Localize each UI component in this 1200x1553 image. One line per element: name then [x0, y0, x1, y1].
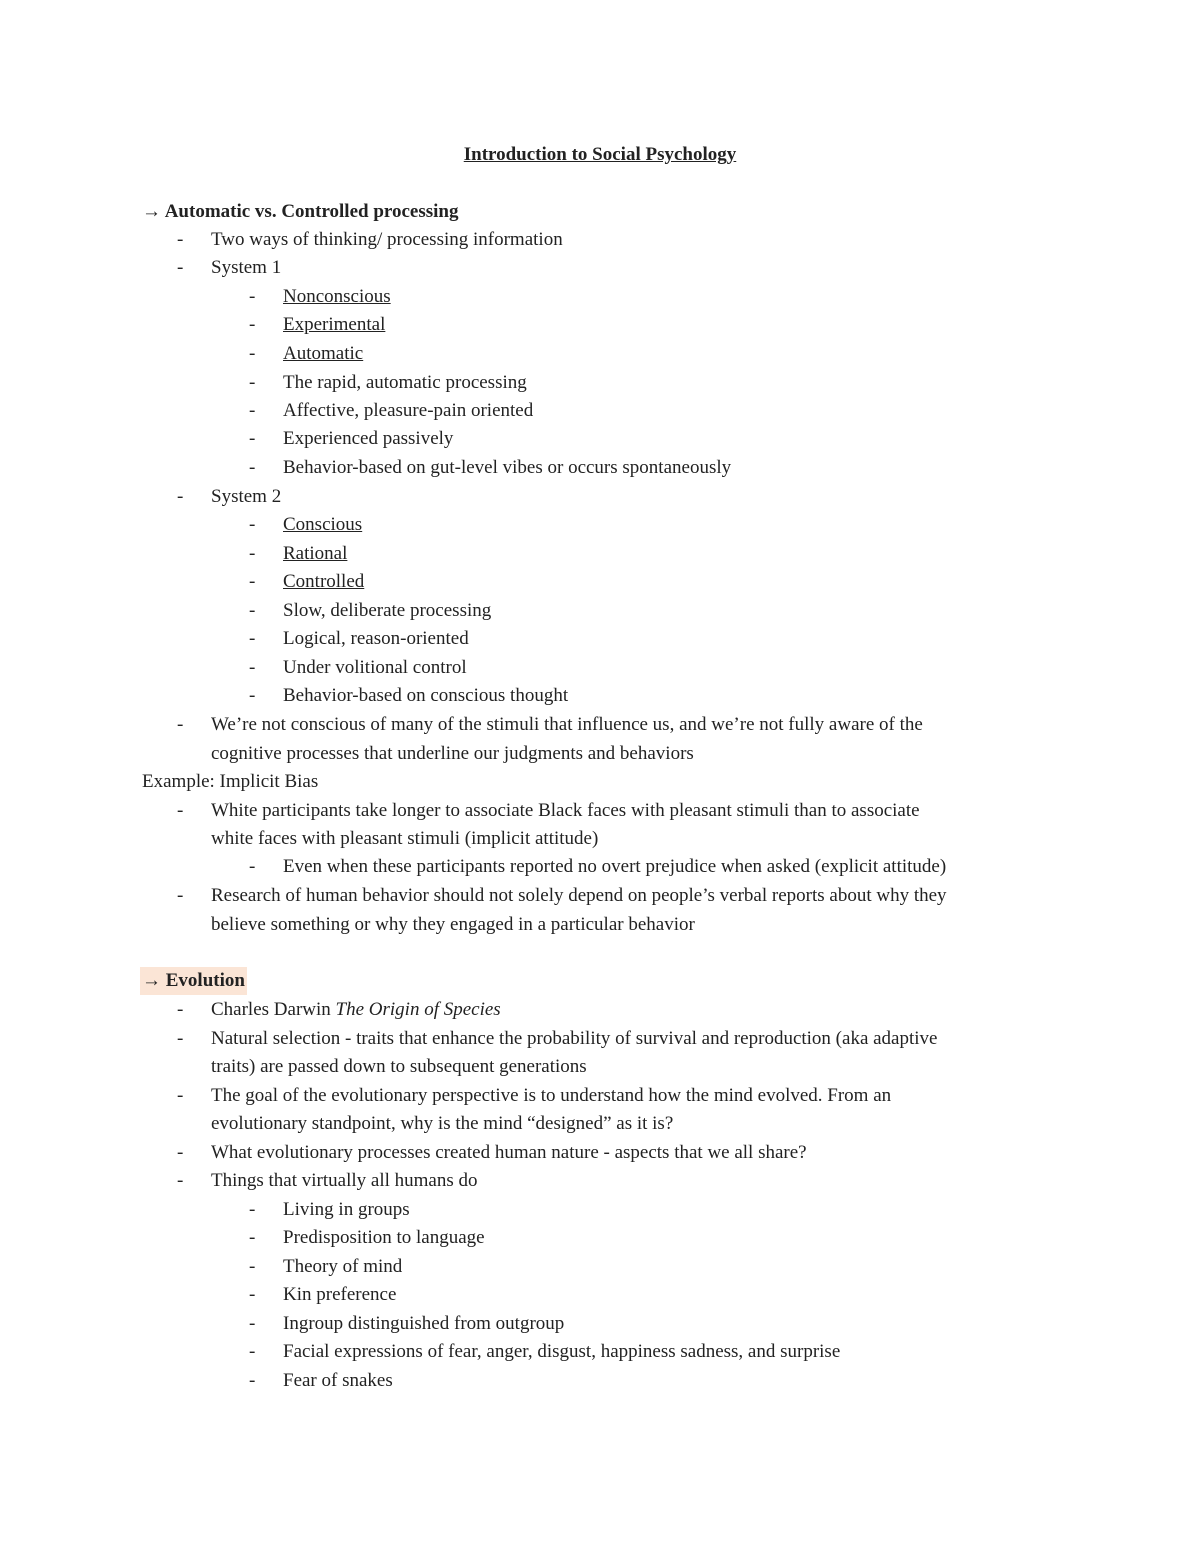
bullet-dash: - — [249, 657, 256, 678]
bullet-dash: - — [177, 1028, 184, 1049]
list-item: Affective, pleasure-pain oriented — [283, 400, 534, 421]
bullet-dash: - — [249, 571, 256, 592]
list-item: Automatic — [283, 343, 364, 364]
bullet-dash: - — [249, 1199, 256, 1220]
section-heading-processing: → Automatic vs. Controlled processing — [142, 201, 459, 222]
list-item: Even when these participants reported no overt prejudice when asked (explicit attitude) — [283, 856, 947, 877]
bullet-dash: - — [177, 999, 184, 1020]
list-item: Facial expressions of fear, anger, disgust, happiness sadness, and surprise — [283, 1341, 841, 1362]
list-item-continuation: believe something or why they engaged in a particular behavior — [211, 914, 695, 935]
list-item: White participants take longer to associate Black faces with pleasant stimuli than to associate — [211, 800, 920, 821]
bullet-dash: - — [249, 457, 256, 478]
list-item: Logical, reason-oriented — [283, 628, 469, 649]
bullet-dash: - — [249, 400, 256, 421]
bullet-dash: - — [249, 628, 256, 649]
darwin-name: Charles Darwin — [211, 999, 336, 1020]
page-title: Introduction to Social Psychology — [463, 144, 737, 165]
bullet-dash: - — [177, 1170, 184, 1191]
section-heading-evolution: → Evolution — [140, 967, 247, 995]
bullet-dash: - — [177, 714, 184, 735]
bullet-dash: - — [249, 514, 256, 535]
system2-label: System 2 — [211, 486, 282, 507]
bullet-dash: - — [249, 1227, 256, 1248]
list-item: We’re not conscious of many of the stimuli that influence us, and we’re not fully aware of the — [211, 714, 923, 735]
bullet-dash: - — [177, 486, 184, 507]
bullet-dash: - — [177, 885, 184, 906]
bullet-dash: - — [177, 257, 184, 278]
list-item: Rational — [283, 543, 348, 564]
bullet-dash: - — [249, 1284, 256, 1305]
bullet-dash: - — [249, 314, 256, 335]
system1-label: System 1 — [211, 257, 282, 278]
list-item: Nonconscious — [283, 286, 391, 307]
bullet-dash: - — [249, 372, 256, 393]
book-title: The Origin of Species — [335, 999, 501, 1020]
list-item — [211, 996, 501, 1025]
bullet-dash: - — [177, 1142, 184, 1163]
bullet-dash: - — [249, 286, 256, 307]
list-item-continuation: traits) are passed down to subsequent generations — [211, 1056, 587, 1077]
list-item: Research of human behavior should not solely depend on people’s verbal reports about why they — [211, 885, 947, 906]
bullet-dash: - — [177, 229, 184, 250]
list-item: Conscious — [283, 514, 363, 535]
list-item: Kin preference — [283, 1284, 397, 1305]
bullet-dash: - — [177, 1085, 184, 1106]
bullet-dash: - — [249, 428, 256, 449]
list-item-continuation: white faces with pleasant stimuli (implicit attitude) — [211, 828, 599, 849]
list-item-continuation: evolutionary standpoint, why is the mind “designed” as it is? — [211, 1113, 674, 1134]
bullet-dash: - — [249, 685, 256, 706]
list-item-continuation: cognitive processes that underline our judgments and behaviors — [211, 743, 694, 764]
bullet-dash: - — [249, 1313, 256, 1334]
list-item: The rapid, automatic processing — [283, 372, 527, 393]
list-item: Experimental — [283, 314, 386, 335]
bullet-dash: - — [249, 343, 256, 364]
list-item: Under volitional control — [283, 657, 467, 678]
list-item: What evolutionary processes created human nature - aspects that we all share? — [211, 1142, 807, 1163]
list-item: Natural selection - traits that enhance the probability of survival and reproduction (aka adaptive — [211, 1028, 938, 1049]
list-item: Living in groups — [283, 1199, 410, 1220]
bullet-dash: - — [249, 543, 256, 564]
list-item: Predisposition to language — [283, 1227, 485, 1248]
list-item: Slow, deliberate processing — [283, 600, 492, 621]
bullet-dash: - — [249, 1370, 256, 1391]
bullet-dash: - — [249, 1256, 256, 1277]
bullet-dash: - — [249, 856, 256, 877]
list-item: The goal of the evolutionary perspective is to understand how the mind evolved. From an — [211, 1085, 892, 1106]
bullet-dash: - — [249, 1341, 256, 1362]
list-item: Two ways of thinking/ processing information — [211, 229, 563, 250]
list-item: Things that virtually all humans do — [211, 1170, 478, 1191]
list-item: Behavior-based on gut-level vibes or occurs spontaneously — [283, 457, 732, 478]
bullet-dash: - — [249, 600, 256, 621]
list-item: Theory of mind — [283, 1256, 403, 1277]
bullet-dash: - — [177, 800, 184, 821]
list-item: Controlled — [283, 571, 365, 592]
example-label: Example: Implicit Bias — [142, 771, 319, 792]
list-item: Fear of snakes — [283, 1370, 393, 1391]
list-item: Experienced passively — [283, 428, 454, 449]
list-item: Ingroup distinguished from outgroup — [283, 1313, 565, 1334]
list-item: Behavior-based on conscious thought — [283, 685, 569, 706]
